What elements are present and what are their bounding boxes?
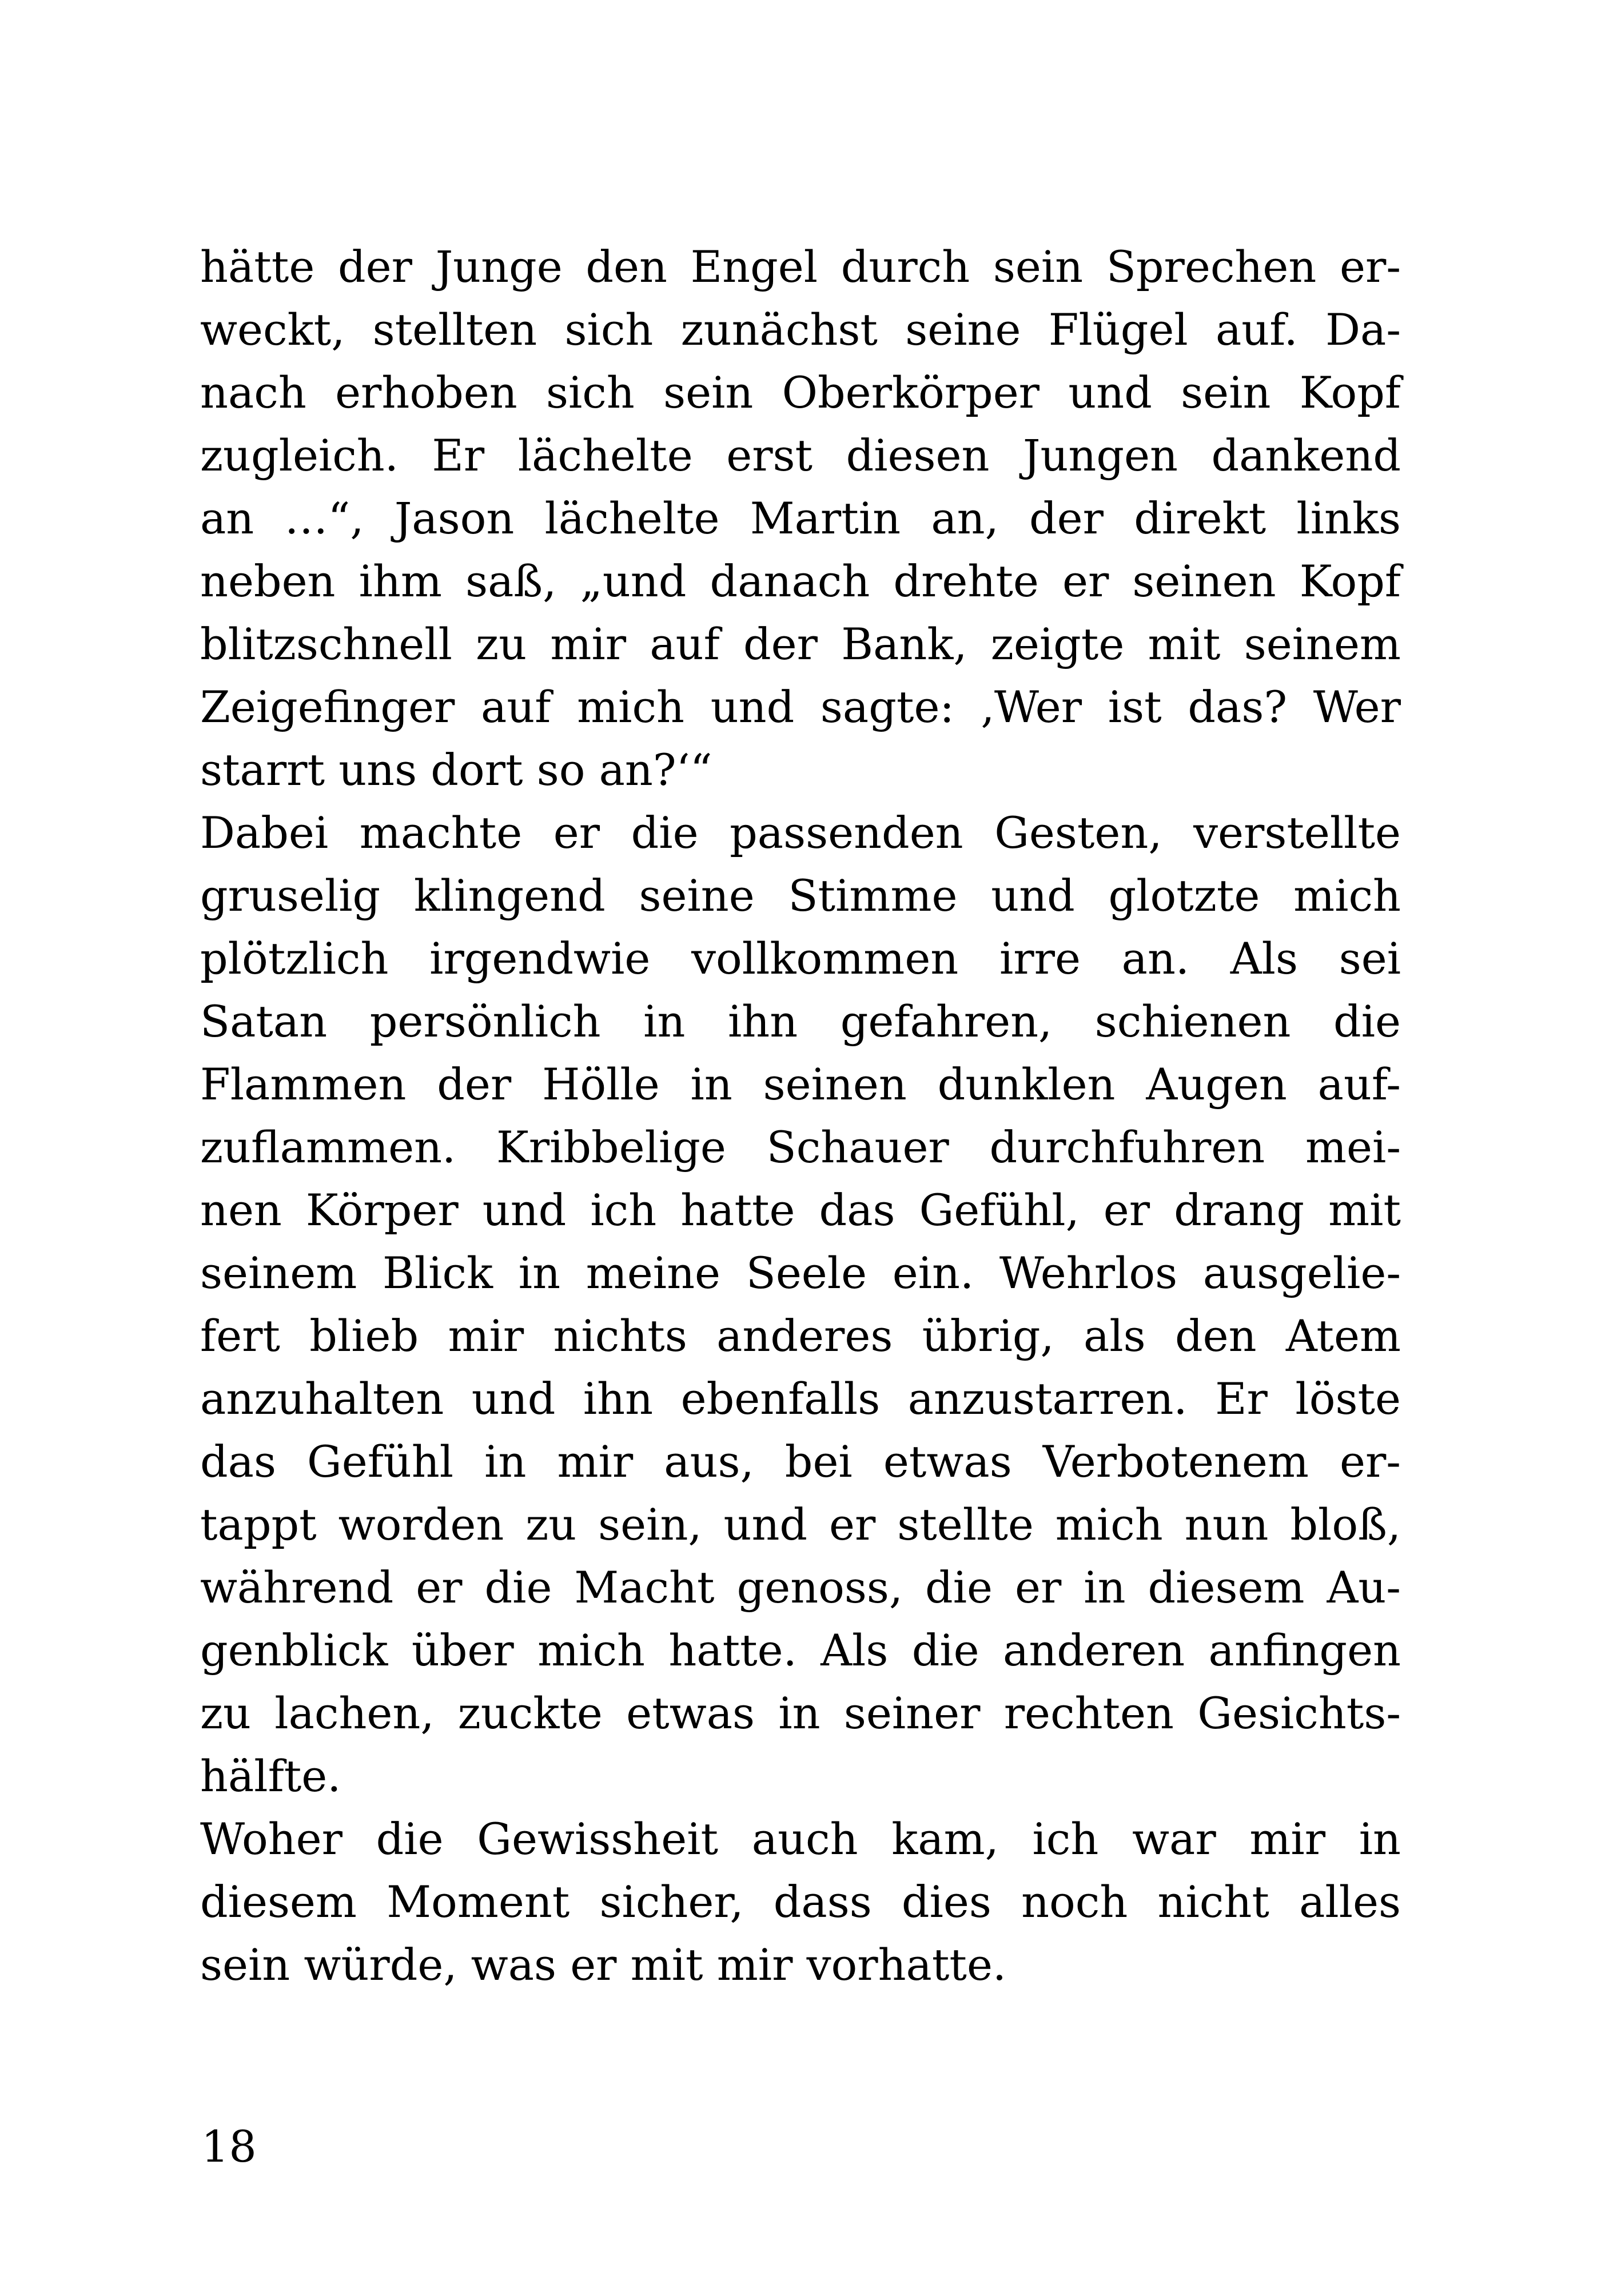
text-line: Woher die Gewissheit auch kam, ich war mir in (200, 1813, 1401, 1864)
text-line: fert blieb mir nichts anderes übrig, als den Atem (200, 1310, 1401, 1361)
text-line: während er die Macht genoss, die er in diesem Au- (200, 1562, 1401, 1613)
text-line: nach erhoben sich sein Oberkörper und sein Kopf (200, 367, 1401, 418)
text-line: starrt uns dort so an?‘“ (200, 744, 712, 795)
text-line: hätte der Junge den Engel durch sein Sprechen er- (200, 241, 1401, 292)
text-line: gruselig klingend seine Stimme und glotzte mich (200, 870, 1401, 921)
text-line: zugleich. Er lächelte erst diesen Jungen dankend (200, 430, 1401, 481)
text-line: anzuhalten und ihn ebenfalls anzustarren. Er löste (200, 1373, 1401, 1424)
text-line: seinem Blick in meine Seele ein. Wehrlos ausgelie- (200, 1247, 1401, 1298)
text-line: genblick über mich hatte. Als die anderen anfingen (200, 1625, 1401, 1676)
text-line: diesem Moment sicher, dass dies noch nicht alles (200, 1876, 1401, 1927)
text-line: blitzschnell zu mir auf der Bank, zeigte mit seinem (200, 619, 1401, 669)
page-number: 18 (201, 2121, 257, 2172)
text-line: hälfte. (200, 1751, 341, 1801)
text-line: Zeigefinger auf mich und sagte: ‚Wer ist das? Wer (200, 681, 1401, 732)
text-line: Satan persönlich in ihn gefahren, schienen die (200, 996, 1401, 1047)
text-line: zuflammen. Kribbelige Schauer durchfuhren mei- (200, 1122, 1401, 1173)
text-line: an …“, Jason lächelte Martin an, der direkt links (200, 493, 1401, 544)
text-line: weckt, stellten sich zunächst seine Flügel auf. Da- (200, 304, 1401, 355)
text-line: tappt worden zu sein, und er stellte mich nun bloß, (200, 1499, 1401, 1550)
text-line: nen Körper und ich hatte das Gefühl, er drang mit (200, 1185, 1401, 1235)
text-line: Flammen der Hölle in seinen dunklen Augen auf- (200, 1059, 1401, 1110)
text-line: zu lachen, zuckte etwas in seiner rechten Gesichts- (200, 1688, 1401, 1739)
body-text (200, 236, 1401, 1996)
text-line: das Gefühl in mir aus, bei etwas Verbotenem er- (200, 1436, 1401, 1487)
text-line: Dabei machte er die passenden Gesten, verstellte (200, 807, 1401, 858)
text-line: plötzlich irgendwie vollkommen irre an. Als sei (200, 933, 1401, 984)
text-line: neben ihm saß, „und danach drehte er seinen Kopf (200, 556, 1401, 607)
text-line: sein würde, was er mit mir vorhatte. (200, 1939, 1007, 1990)
